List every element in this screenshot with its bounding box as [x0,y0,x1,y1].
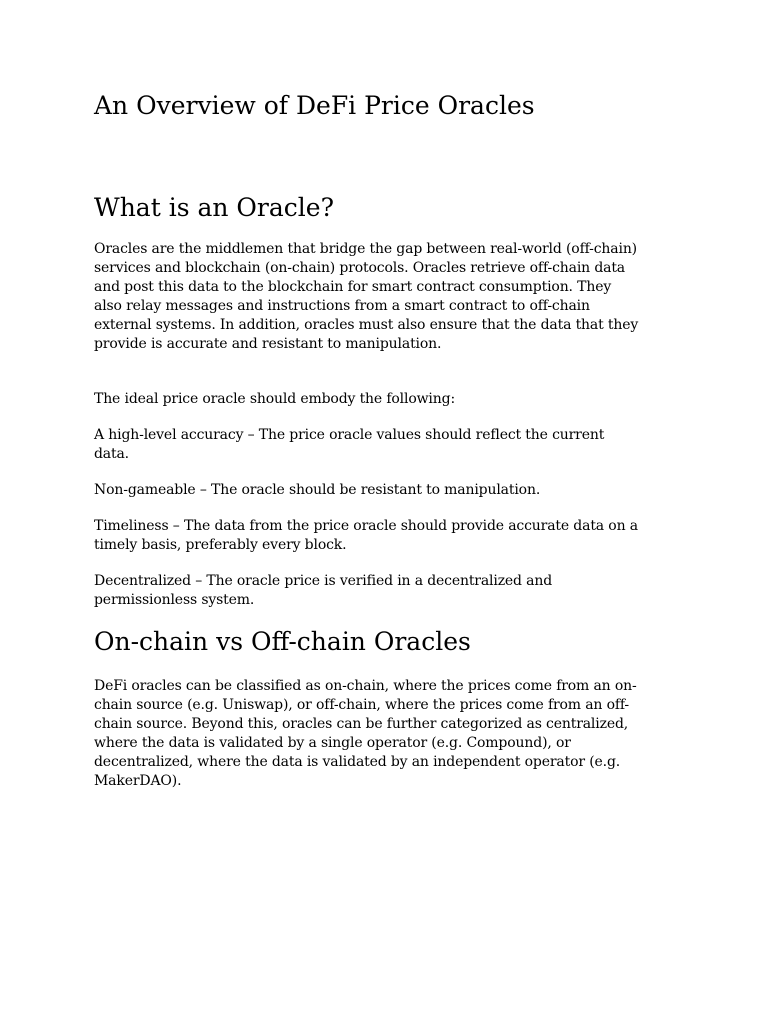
section-heading-what-is-oracle: What is an Oracle? [94,193,334,222]
criterion-accuracy [94,426,684,464]
text-line: decentralized, where the data is validated by an independent operator (e.g. [94,754,621,770]
text-line: permissionless system. [94,592,255,608]
criterion-non-gameable [94,481,684,500]
text-line: Timeliness – The data from the price oracle should provide accurate data on a [94,518,638,534]
text-line: provide is accurate and resistant to manipulation. [94,336,442,352]
text-line: timely basis, preferably every block. [94,537,347,553]
text-line: MakerDAO). [94,773,182,789]
text-line: Non-gameable – The oracle should be resistant to manipulation. [94,482,541,498]
text-line: external systems. In addition, oracles must also ensure that the data that they [94,317,639,333]
criterion-decentralized [94,572,684,610]
criteria-lead-paragraph [94,390,684,409]
text-line: Decentralized – The oracle price is verified in a decentralized and [94,573,553,589]
text-line: The ideal price oracle should embody the following: [94,391,456,407]
criterion-timeliness [94,517,684,555]
oracle-classification-paragraph [94,677,684,791]
document-title: An Overview of DeFi Price Oracles [94,91,535,120]
text-line: chain source. Beyond this, oracles can be further categorized as centralized, [94,716,629,732]
text-line: A high-level accuracy – The price oracle values should reflect the current [94,427,605,443]
text-line: and post this data to the blockchain for smart contract consumption. They [94,279,612,295]
text-line: chain source (e.g. Uniswap), or off-chain, where the prices come from an off- [94,697,630,713]
text-line: data. [94,446,129,462]
text-line: also relay messages and instructions from a smart contract to off-chain [94,298,590,314]
text-line: where the data is validated by a single operator (e.g. Compound), or [94,735,571,751]
text-line: services and blockchain (on-chain) protocols. Oracles retrieve off-chain data [94,260,626,276]
section-heading-on-vs-off-chain: On-chain vs Off-chain Oracles [94,627,471,656]
oracle-definition-paragraph [94,240,684,354]
text-line: Oracles are the middlemen that bridge the gap between real-world (off-chain) [94,241,637,257]
text-line: DeFi oracles can be classified as on-chain, where the prices come from an on- [94,678,637,694]
